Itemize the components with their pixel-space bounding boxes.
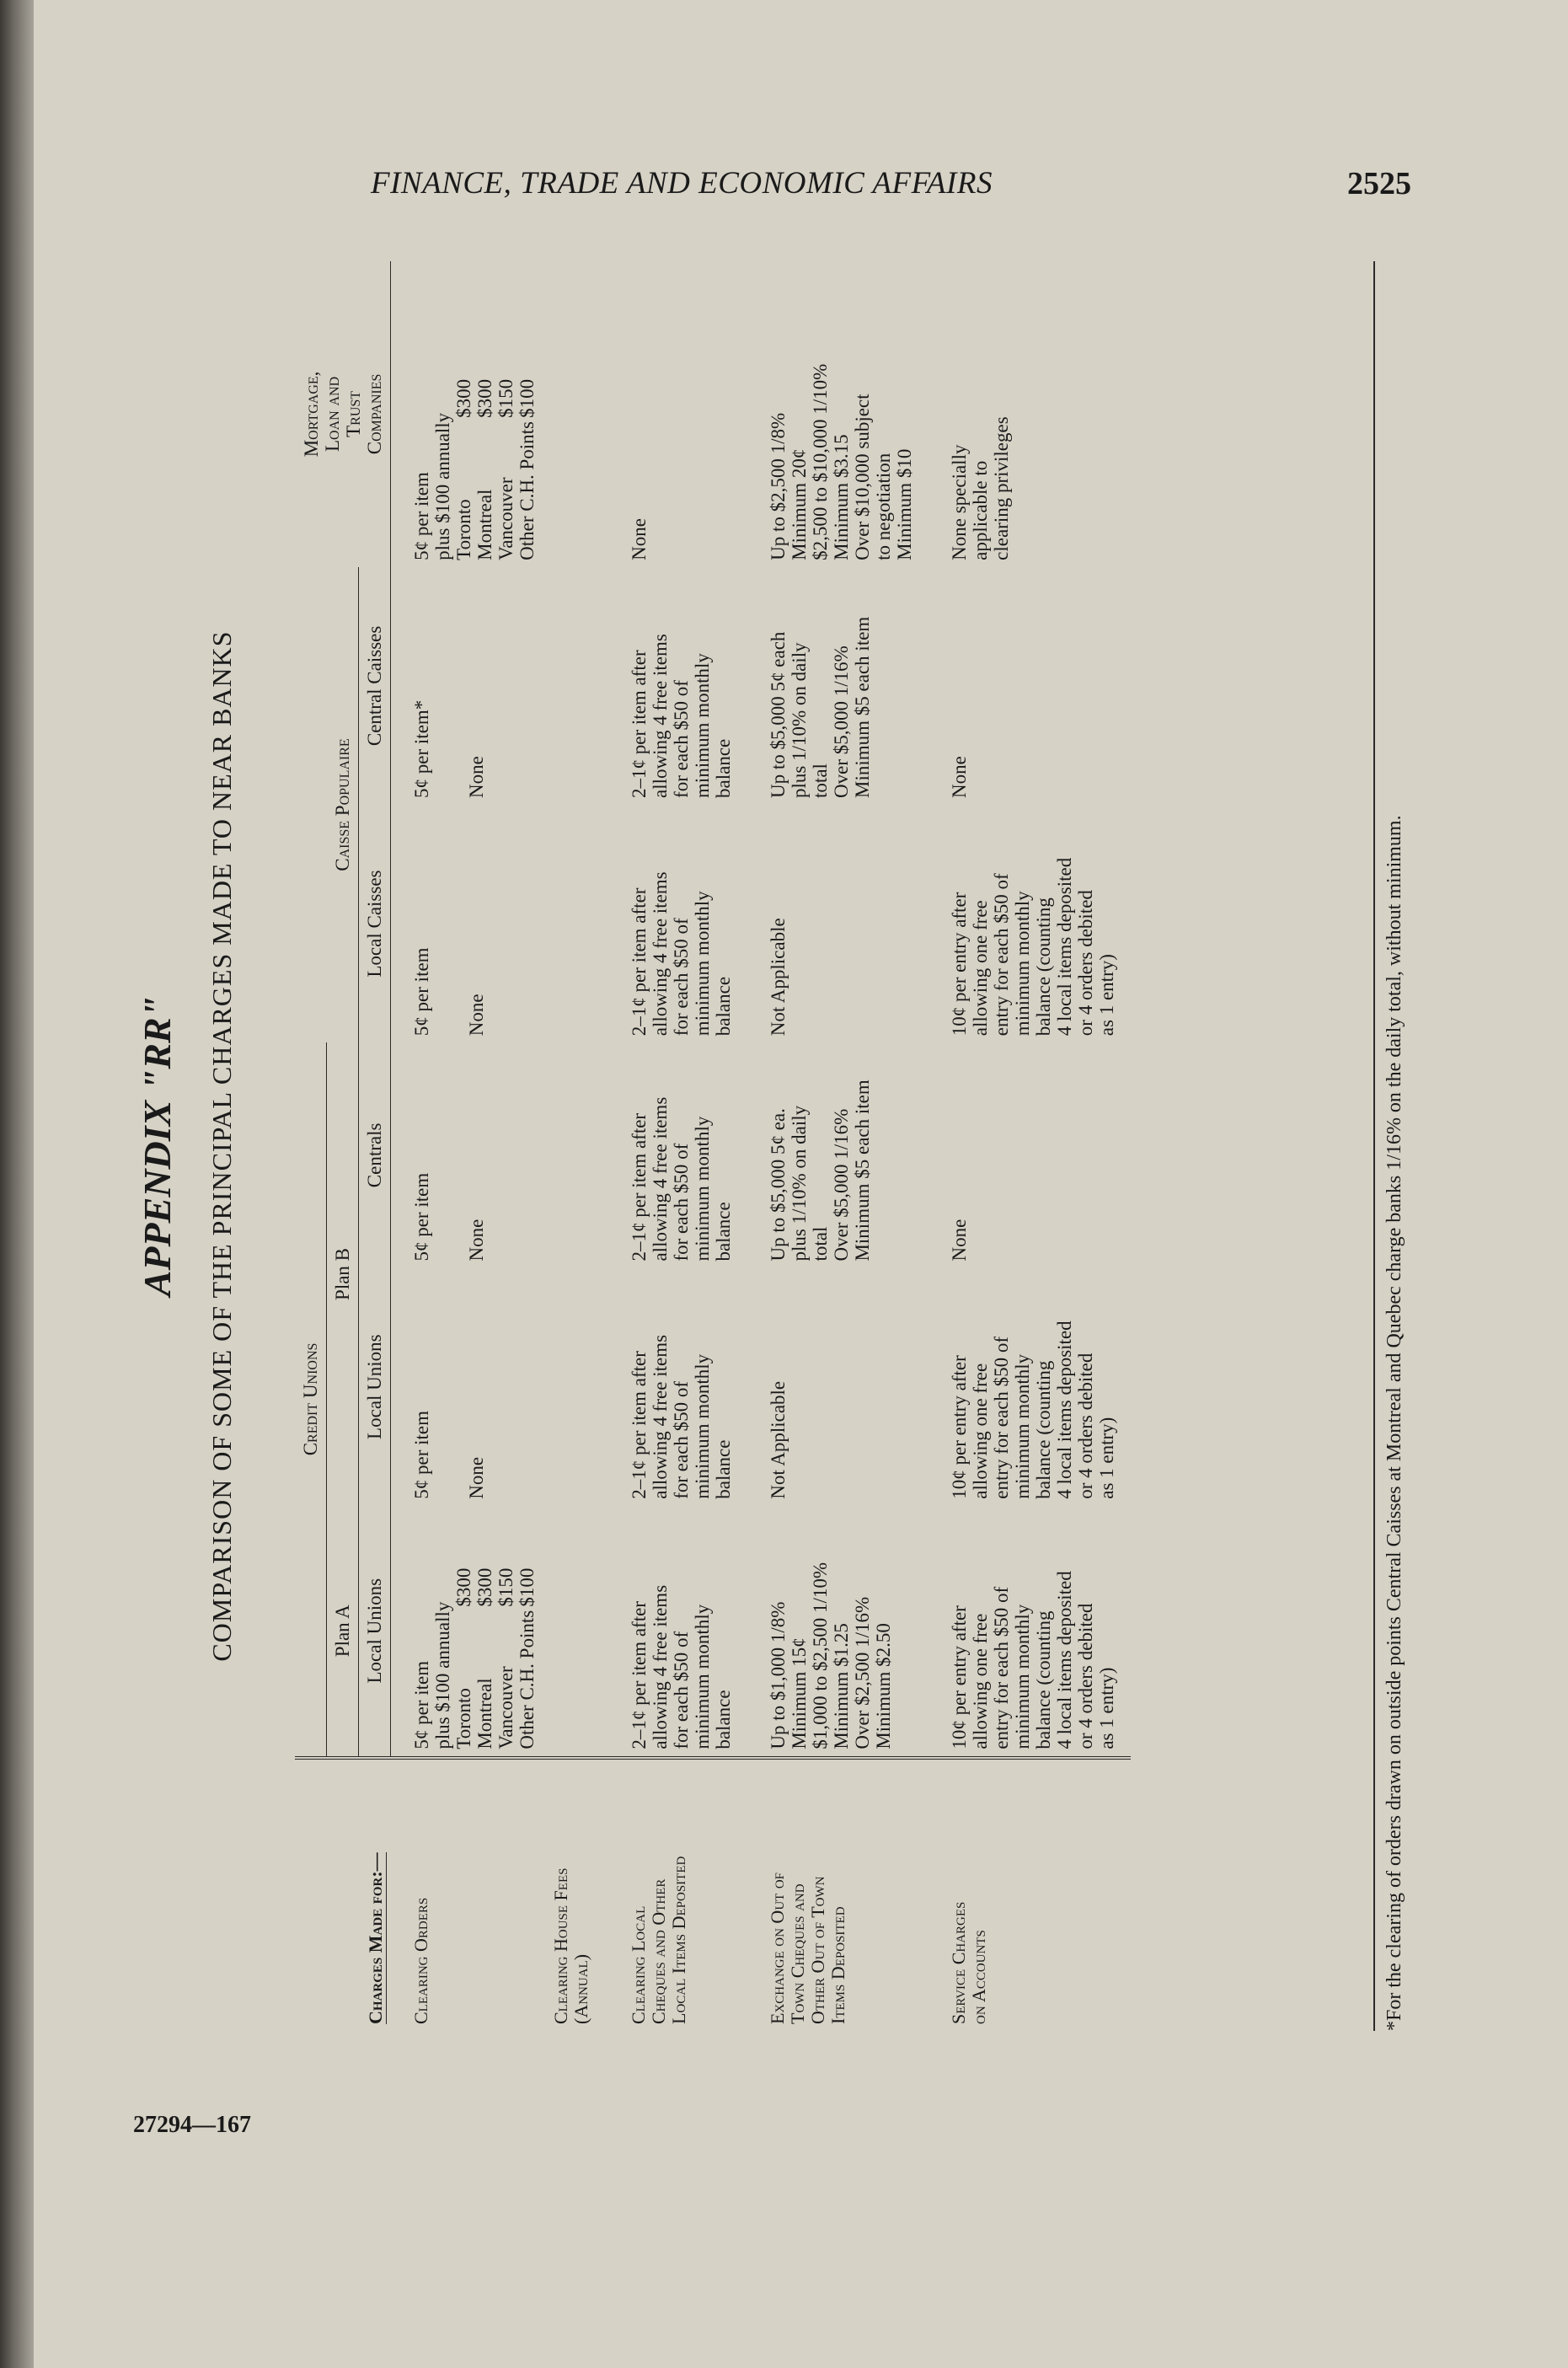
cell-local-caisses: 2–1¢ per item after allowing 4 free items for each $50 of minimum monthly balance xyxy=(629,871,734,1037)
cell-mortgage: Up to $2,500 1/8% Minimum 20¢ $2,500 to $10,000 1/10% Minimum $3.15 Over $10,000 subject to negotiation Minimum $10 xyxy=(768,363,915,560)
cell-centrals: Up to $5,000 5¢ ea. plus 1/10% on daily total Over $5,000 1/16% Minimum $5 each item xyxy=(768,1080,873,1262)
table-title: COMPARISON OF SOME OF THE PRINCIPAL CHARGES MADE TO NEAR BANKS xyxy=(206,630,237,1662)
cell-plan-b-local: 2–1¢ per item after allowing 4 free items for each $50 of minimum monthly balance xyxy=(629,1334,734,1499)
cell-central-caisses: Up to $5,000 5¢ each plus 1/10% on daily total Over $5,000 1/16% Minimum $5 each item xyxy=(768,616,873,798)
cell-central-caisses: 2–1¢ per item after allowing 4 free items for each $50 of minimum monthly balance xyxy=(629,634,734,798)
header-local-unions-a: Local Unions xyxy=(359,1506,391,1758)
cell-local-caisses: 5¢ per item None xyxy=(411,947,487,1037)
cell-plan-a-local: 2–1¢ per item after allowing 4 free items for each $50 of minimum monthly balance xyxy=(629,1584,734,1749)
header-central-caisses: Central Caisses xyxy=(359,567,391,805)
cell-plan-b-local: 10¢ per entry after allowing one free entry for each $50 of minimum monthly balance (counting 4 local items deposited or 4 orders debited as 1 entry) xyxy=(949,1321,1117,1499)
running-head: FINANCE, TRADE AND ECONOMIC AFFAIRS xyxy=(371,166,993,201)
page-number: 2525 xyxy=(1347,166,1411,201)
cell-centrals: 2–1¢ per item after allowing 4 free items for each $50 of minimum monthly balance xyxy=(629,1096,734,1262)
table-row xyxy=(747,261,928,2031)
header-caisse-populaire: Caisse Populaire xyxy=(295,567,359,1042)
header-charges-made-for: Charges Made for:— xyxy=(295,1758,391,2031)
cell-plan-a-local: Up to $1,000 1/8% Minimum 15¢ $1,000 to $2,500 1/10% Minimum $1.25 Over $2,500 1/16% Minimum $2.50 xyxy=(768,1562,894,1749)
row-label: Exchange on Out of Town Cheques and Other Out of Town Items Deposited xyxy=(747,1758,928,2031)
row-label: Clearing Orders xyxy=(391,1758,552,2031)
header-local-caisses: Local Caisses xyxy=(359,805,391,1042)
row-label: Clearing House Fees (Annual) xyxy=(551,1758,608,2031)
cell-plan-b-local: Not Applicable xyxy=(768,1380,789,1499)
cell-local-caisses: 10¢ per entry after allowing one free entry for each $50 of minimum monthly balance (counting 4 local items deposited or 4 orders debited as 1 entry) xyxy=(949,857,1117,1037)
book-spine-shadow xyxy=(0,0,34,2368)
cell-mortgage: None xyxy=(629,518,650,560)
header-plan-b: Plan B xyxy=(327,1042,359,1506)
cell-local-caisses: Not Applicable xyxy=(768,918,789,1037)
table-row xyxy=(928,261,1131,2031)
appendix-title: APPENDIX "RR" xyxy=(136,995,179,1297)
cell-mortgage: 5¢ per item plus $100 annually Toronto $300 Montreal $300 Vancouver $150 Other C.H. Points $100 xyxy=(411,378,538,560)
cell-centrals: None xyxy=(949,1219,970,1262)
header-mortgage-loan-trust: Mortgage, Loan and Trust Companies xyxy=(295,261,391,567)
table-row xyxy=(551,261,608,2031)
cell-mortgage: None specially applicable to clearing privileges xyxy=(949,416,1012,560)
header-credit-unions: Credit Unions xyxy=(295,1042,327,1757)
header-centrals: Centrals xyxy=(359,1042,391,1267)
table-row xyxy=(608,261,747,2031)
row-label: Service Charges on Accounts xyxy=(928,1758,1131,2031)
table-row xyxy=(391,261,552,2031)
cell-central-caisses: None xyxy=(949,756,970,798)
footer-code: 27294—167 xyxy=(133,2112,251,2138)
charges-table xyxy=(295,261,1131,2031)
header-plan-a: Plan A xyxy=(327,1506,359,1758)
table-footnote: *For the clearing of orders drawn on outside points Central Caisses at Montreal and Quebec charge banks 1/16% on the daily total, without minimum. xyxy=(1373,261,1406,2031)
cell-plan-a-local: 5¢ per item plus $100 annually Toronto $300 Montreal $300 Vancouver $150 Other C.H. Points $100 xyxy=(411,1567,538,1749)
rotated-appendix-table xyxy=(135,261,1449,2031)
header-local-unions-b: Local Unions xyxy=(359,1268,391,1506)
cell-plan-b-local: 5¢ per item None xyxy=(411,1411,487,1499)
cell-centrals: 5¢ per item None xyxy=(411,1172,487,1262)
cell-plan-a-local: 10¢ per entry after allowing one free entry for each $50 of minimum monthly balance (counting 4 local items deposited or 4 orders debited as 1 entry) xyxy=(949,1571,1117,1749)
row-label: Clearing Local Cheques and Other Local Items Deposited xyxy=(608,1758,747,2031)
cell-central-caisses: 5¢ per item* None xyxy=(411,699,487,798)
